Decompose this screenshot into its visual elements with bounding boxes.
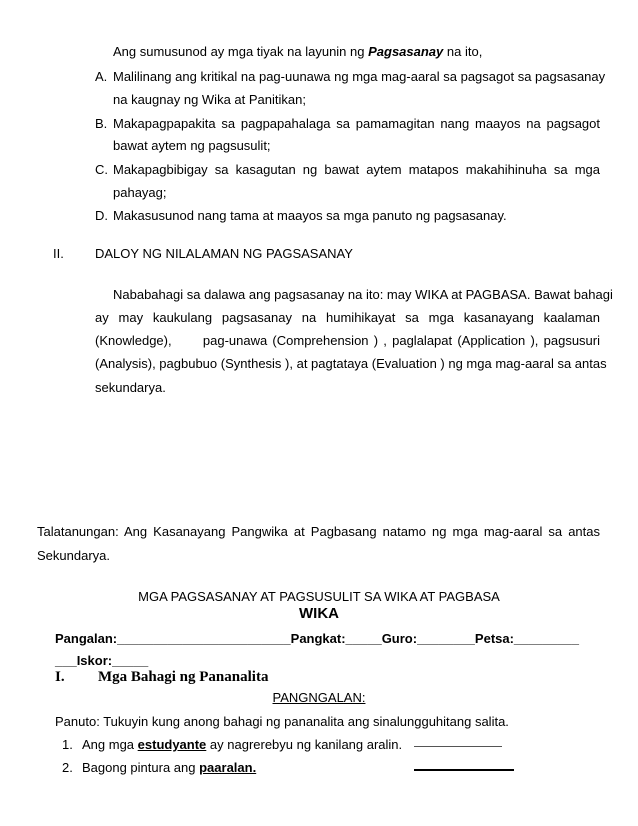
section-paragraph-line: Nababahagi sa dalawa ang pagsasanay na ito: may WIKA at PAGBASA. Bawat bahagi	[113, 287, 613, 302]
objectives-intro-emphasis: Pagsasanay	[368, 44, 444, 59]
exam-title: MGA PAGSASANAY AT PAGSUSULIT SA WIKA AT PAGBASA	[138, 589, 500, 604]
objectives-intro	[113, 44, 482, 60]
part-number: I.	[55, 669, 65, 685]
question-number: 1.	[62, 737, 73, 752]
answer-blank[interactable]	[414, 769, 514, 771]
objective-letter-c: C.	[95, 162, 108, 177]
instruction-text: Panuto: Tukuyin kung anong bahagi ng pananalita ang sinalungguhitang salita.	[55, 714, 509, 729]
category-heading: PANGNGALAN:	[272, 690, 366, 705]
question-pre: Ang mga	[82, 737, 138, 752]
objectives-intro-post: na ito,	[443, 44, 483, 59]
section-paragraph-line: (Knowledge), pag-unawa (Comprehension ) , paglalapat (Application ), pagsusuri	[95, 333, 600, 348]
objective-d-line1: Makasusunod nang tama at maayos sa mga panuto ng pagsasanay.	[113, 208, 507, 223]
question-pre: Bagong pintura ang	[82, 760, 200, 775]
section-paragraph-line: sekundarya.	[95, 380, 166, 395]
talatanungan-line2: Sekundarya.	[37, 548, 110, 563]
objective-b-line2: bawat aytem ng pagsusulit;	[113, 138, 271, 153]
score-field: ___Iskor:_____	[55, 653, 149, 668]
talatanungan-line1: Talatanungan: Ang Kasanayang Pangwika at Pagbasang natamo ng mga mag-aaral sa antas	[37, 524, 600, 539]
section-paragraph-line: (Analysis), pagbubuo (Synthesis ), at pagtataya (Evaluation ) ng mga mag-aaral sa antas	[95, 356, 607, 371]
question-keyword: paaralan.	[199, 760, 257, 775]
section-heading: DALOY NG NILALAMAN NG PAGSASANAY	[95, 246, 353, 261]
question-text	[82, 737, 402, 753]
exam-subtitle: WIKA	[299, 605, 339, 622]
objective-letter-b: B.	[95, 116, 108, 131]
objective-a-line1: Malilinang ang kritikal na pag-uunawa ng mga mag-aaral sa pagsagot sa pagsasanay	[113, 69, 606, 84]
question-text	[82, 760, 256, 776]
question-post: ay nagrerebyu ng kanilang aralin.	[206, 737, 403, 752]
question-number: 2.	[62, 760, 73, 775]
objective-a-line2: na kaugnay ng Wika at Panitikan;	[113, 92, 306, 107]
objective-letter-a: A.	[95, 69, 108, 84]
objective-letter-d: D.	[95, 208, 108, 223]
student-info-fields: Pangalan:________________________Pangkat:_____Guro:________Petsa:_________	[55, 631, 580, 646]
objectives-intro-pre: Ang sumusunod ay mga tiyak na layunin ng	[113, 44, 369, 59]
answer-blank[interactable]	[414, 746, 502, 747]
objective-c-line1: Makapagbibigay sa kasagutan ng bawat aytem matapos makahihinuha sa mga	[113, 162, 600, 177]
question-keyword: estudyante	[137, 737, 207, 752]
objective-c-line2: pahayag;	[113, 185, 167, 200]
objective-b-line1: Makapagpapakita sa pagpapahalaga sa pamamagitan nang maayos na pagsagot	[113, 116, 600, 131]
section-paragraph-line: ay may kaukulang pagsasanay na humihikayat sa mga kasanayang kaalaman	[95, 310, 600, 325]
part-title: Mga Bahagi ng Pananalita	[98, 669, 269, 685]
section-number: II.	[53, 246, 64, 261]
